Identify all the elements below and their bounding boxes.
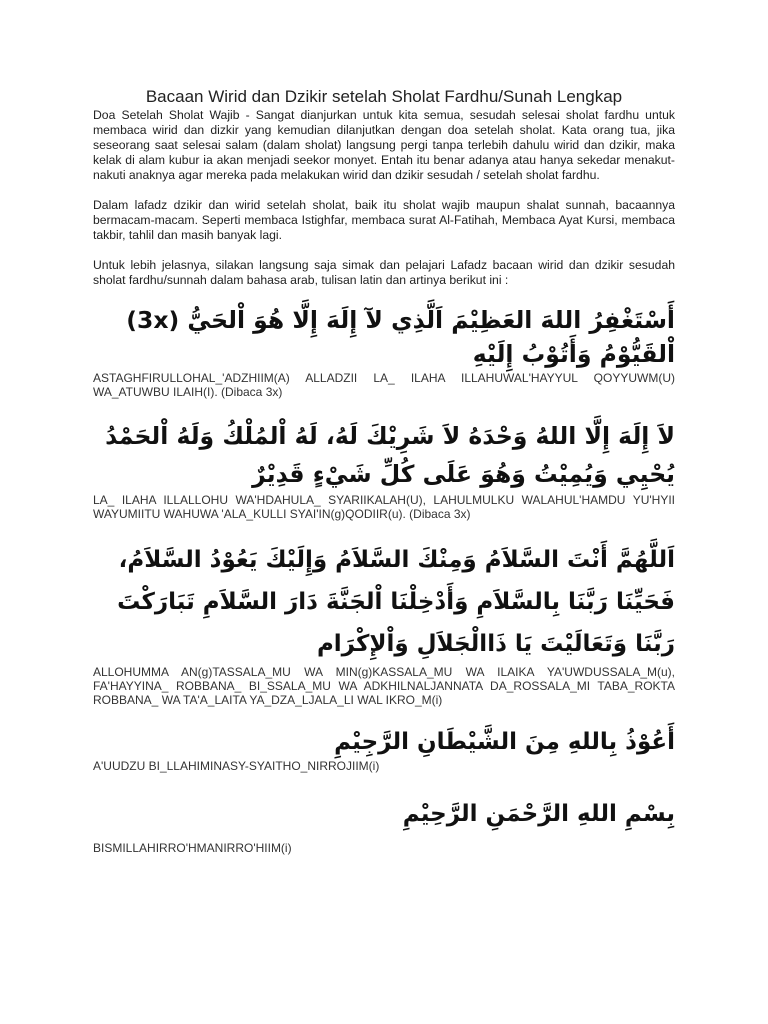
dua-latin-text: A'UUDZU BI_LLAHIMINASY-SYAITHO_NIRROJIIM(i) — [93, 759, 380, 773]
dua-list — [93, 303, 675, 855]
dua-latin-text: LA_ ILAHA ILLALLOHU WA'HDAHULA_ SYARIIKALAH(U), LAHULMULKU WALAHUL'HAMDU YU'HYII WAYUMIITU WAHUWA 'ALA_KULLI SYAI'IN(g)QODIIR(u). (Dibaca 3x) — [93, 493, 675, 521]
dua-block-taawudz — [93, 725, 675, 773]
dua-arabic-text: أَعُوْذُ بِاللهِ مِنَ الشَّيْطَانِ الرَّجِيْمِ — [334, 729, 675, 755]
dua-block-istighfar — [93, 303, 675, 399]
dua-arabic-text: اَللَّهُمَّ أَنْتَ السَّلاَمُ وَمِنْكَ السَّلاَمُ وَإِلَيْكَ يَعُوْدُ السَّلاَمُ، فَحَيِّنَا رَبَّنَا بِالسَّلاَمِ وَأَدْخِلْنَا اْلجَنَّةَ دَارَ السَّلاَمِ تَبَارَكْتَ رَبَّنَا وَتَعَالَيْتَ يَا ذَاالْجَلاَلِ وَاْلإِكْرَام — [117, 547, 675, 657]
dua-block-salam — [93, 539, 675, 707]
dua-latin-text: BISMILLAHIRRO'HMANIRRO'HIIM(i) — [93, 841, 292, 855]
dua-arabic-text: بِسْمِ اللهِ الرَّحْمَنِ الرَّحِيْمِ — [402, 801, 675, 827]
document-title: Bacaan Wirid dan Dzikir setelah Sholat Fardhu/Sunah Lengkap — [145, 87, 623, 106]
dua-arabic-text: لاَ إِلَهَ إِلَّا اللهُ وَحْدَهُ لاَ شَرِيْكَ لَهُ، لَهُ اْلمُلْكُ وَلَهُ اْلحَمْدُ يُحْيِي وَيُمِيْتُ وَهُوَ عَلَى كُلِّ شَيْءٍ قَدِيْرٌ — [105, 422, 675, 488]
dua-arabic-text: أَسْتَغْفِرُ اللهَ العَظِيْمَ اَلَّذِي لآ إِلَهَ إِلَّا هُوَ اْلحَيُّ (3x) اْلقَيُّوْمُ وَأَتُوْبُ إِلَيْهِ — [126, 306, 675, 368]
document-page — [93, 86, 675, 855]
dzikir-description-paragraph: Dalam lafadz dzikir dan wirid setelah sholat, baik itu sholat wajib maupun shalat sunnah, bacaannya bermacam-macam. Seperti membaca Istighfar, membaca surat Al-Fatihah, Membaca Ayat Kursi, membaca takbir, tahlil dan masih banyak lagi. — [93, 198, 675, 242]
dua-block-basmalah — [93, 797, 675, 855]
intro-paragraph: Doa Setelah Sholat Wajib - Sangat dianjurkan untuk kita semua, sesudah selesai sholat fardhu untuk membaca wirid dan dizkir yang kemudian dilanjutkan dengan doa setelah sholat. Kata orang tua, jika seseorang saat selesai salam (dalam sholat) langsung pergi tanpa terlebih dahulu wirid dan dzikir, maka kelak di alam kubur ia akan menjadi seekor monyet. Entah itu benar adanya atau hanya sekedar menakut-nakuti anaknya agar mereka pada melakukan wirid dan dzikir sesudah / setelah sholat fardhu. — [93, 108, 675, 182]
dua-block-tahlil — [93, 417, 675, 521]
dua-latin-text: ALLOHUMMA AN(g)TASSALA_MU WA MIN(g)KASSALA_MU WA ILAIKA YA'UWDUSSALA_M(u), FA'HAYYINA_ ROBBANA_ BI_SSALA_MU WA ADKHILNALJANNATA DA_ROSSALA_MI TABA_ROKTA ROBBANA_ WA TA'A_LAITA YA_DZA_LJALA_LI WAL IKRO_M(i) — [93, 665, 675, 707]
dua-latin-text: ASTAGHFIRULLOHAL_'ADZHIIM(A) ALLADZII LA_ ILAHA ILLAHUWAL'HAYYUL QOYYUWM(U) WA_ATUWBU ILAIH(I). (Dibaca 3x) — [93, 371, 675, 399]
instruction-paragraph: Untuk lebih jelasnya, silakan langsung saja simak dan pelajari Lafadz bacaan wirid dan dzikir sesudah sholat fardhu/sunnah dalam bahasa arab, tulisan latin dan artinya berikut ini : — [93, 258, 675, 287]
